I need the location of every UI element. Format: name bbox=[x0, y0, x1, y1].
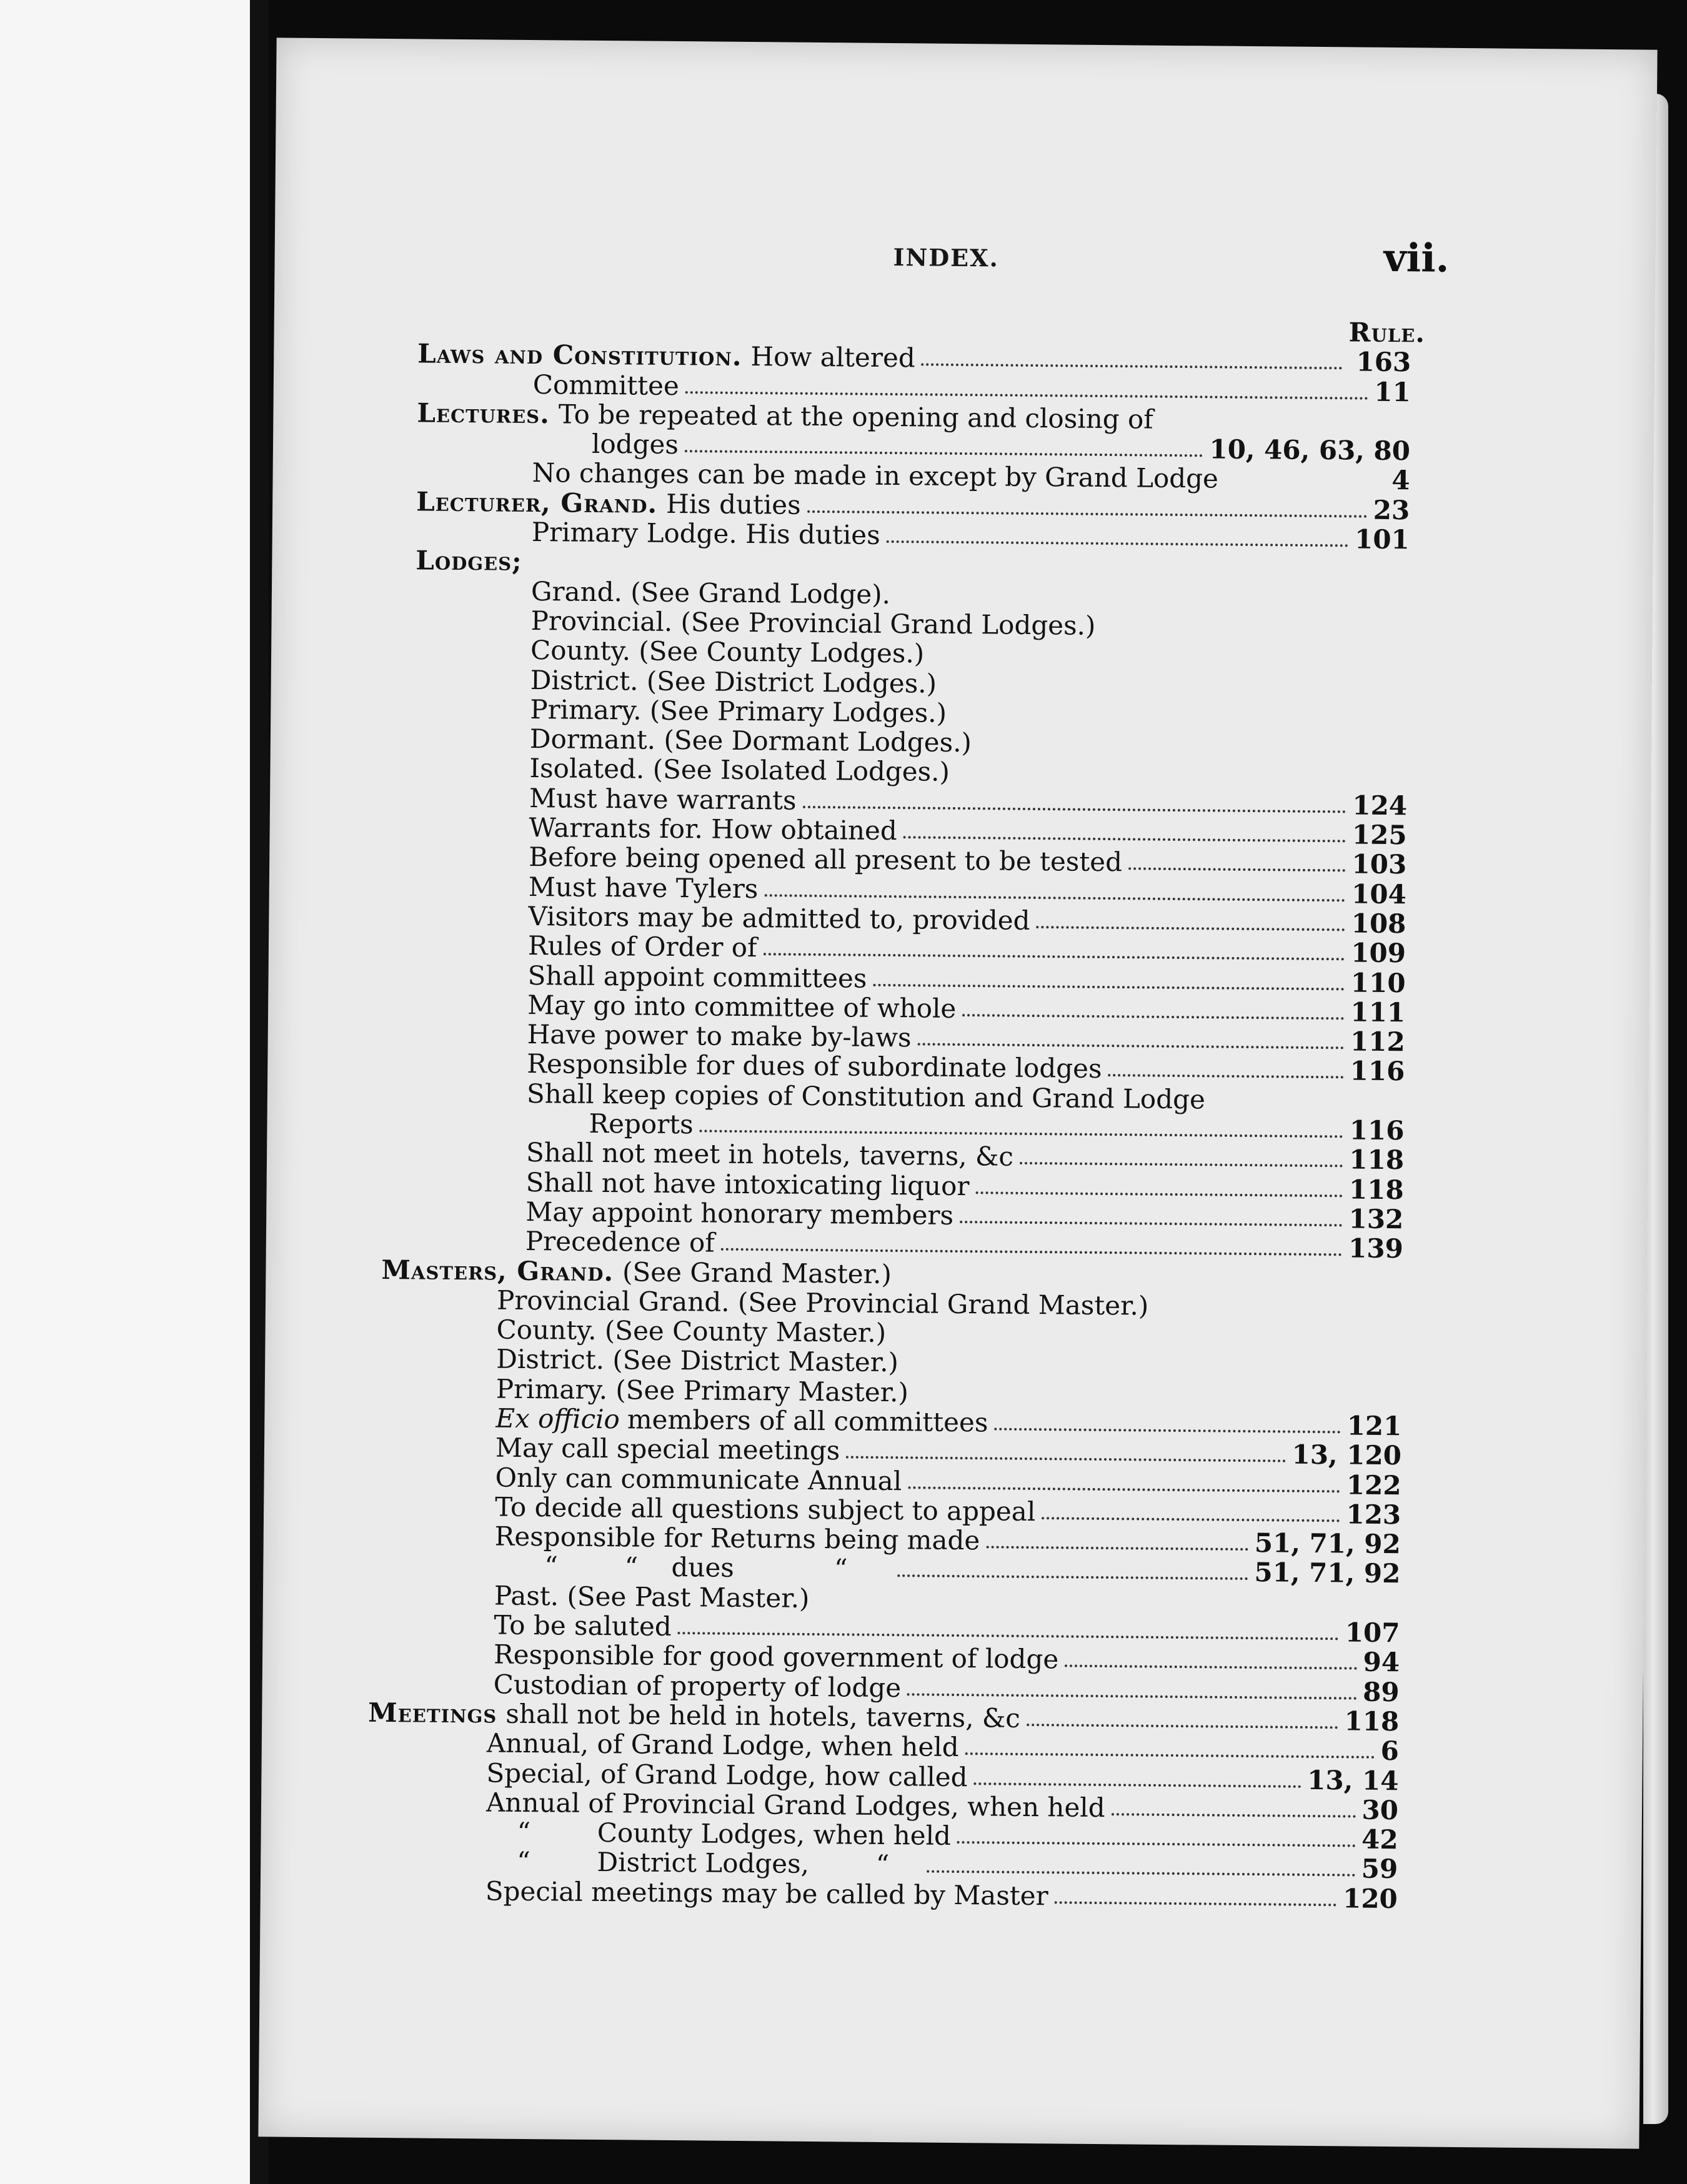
entry-text: Reports bbox=[589, 1108, 694, 1140]
rule-number: 123 bbox=[1346, 1499, 1401, 1531]
rule-number: 110 bbox=[1350, 967, 1406, 998]
entry-text: “ District Lodges, “ bbox=[517, 1846, 890, 1880]
dot-leader bbox=[764, 894, 1345, 901]
dot-leader bbox=[1036, 926, 1345, 931]
rule-number: 94 bbox=[1363, 1647, 1400, 1678]
entry-text: No changes can be made in except by Grand Lodge bbox=[532, 457, 1219, 495]
entry-text: Shall keep copies of Constitution and Grand Lodge bbox=[526, 1078, 1206, 1115]
dot-leader bbox=[763, 953, 1345, 961]
rule-number: 124 bbox=[1352, 790, 1408, 821]
entry-heading: Lecturer, Grand. bbox=[416, 486, 658, 519]
entry-heading: Laws and Constitution. bbox=[417, 338, 742, 372]
dot-leader bbox=[986, 1546, 1248, 1551]
entry-text: Shall not have intoxicating liquor bbox=[525, 1166, 970, 1201]
dot-leader bbox=[807, 510, 1367, 518]
entry-text: To be saluted bbox=[494, 1609, 672, 1642]
dot-leader bbox=[700, 1129, 1343, 1138]
entry-text: Dormant. (See Dormant Lodges.) bbox=[529, 723, 972, 758]
rule-number: 116 bbox=[1350, 1055, 1405, 1087]
dot-leader bbox=[994, 1428, 1340, 1434]
entry-text: lodges bbox=[591, 429, 679, 460]
rule-number: 13, 120 bbox=[1291, 1439, 1402, 1471]
entry-text: May call special meetings bbox=[495, 1432, 840, 1466]
running-title: INDEX. bbox=[893, 243, 1000, 272]
dot-leader bbox=[965, 1752, 1375, 1759]
entry-text: Isolated. (See Isolated Lodges.) bbox=[529, 753, 950, 788]
entry-text: County. (See County Lodges.) bbox=[530, 635, 925, 669]
entry-text: Past. (See Past Master.) bbox=[494, 1580, 810, 1614]
facing-blank-page bbox=[0, 0, 250, 2184]
entry-text: County. (See County Master.) bbox=[496, 1314, 887, 1349]
entry-text: Provincial Grand. (See Provincial Grand Master.) bbox=[496, 1284, 1149, 1321]
entry-text: District. (See District Master.) bbox=[496, 1343, 899, 1378]
entry-text: members of all committees bbox=[627, 1404, 988, 1438]
rule-number: 107 bbox=[1345, 1617, 1400, 1649]
rule-number: 108 bbox=[1351, 908, 1406, 940]
entry-heading: Meetings bbox=[368, 1697, 497, 1729]
dot-leader bbox=[907, 1693, 1356, 1699]
rule-number: 163 bbox=[1356, 346, 1411, 378]
rule-number: 23 bbox=[1373, 494, 1410, 526]
rule-number: 139 bbox=[1348, 1233, 1404, 1264]
rule-number: 89 bbox=[1362, 1676, 1400, 1707]
entry-text: How altered bbox=[750, 341, 915, 374]
entry-text: Warrants for. How obtained bbox=[529, 812, 897, 846]
entry-text: Committee bbox=[532, 369, 680, 401]
rule-number: 10, 46, 63, 80 bbox=[1209, 434, 1411, 467]
rule-number: 118 bbox=[1348, 1174, 1404, 1205]
dot-leader bbox=[1042, 1517, 1340, 1522]
entry-text: Primary Lodge. His duties bbox=[531, 517, 880, 550]
rule-column-label: Rule. bbox=[1348, 317, 1426, 349]
rule-number: 4 bbox=[1391, 465, 1410, 496]
entry-text: May go into committee of whole bbox=[527, 989, 957, 1024]
rule-number: 42 bbox=[1361, 1824, 1398, 1855]
dot-leader bbox=[803, 806, 1346, 813]
entry-text: “ “ dues “ bbox=[544, 1551, 848, 1584]
rule-number: 125 bbox=[1351, 819, 1407, 851]
rule-number: 104 bbox=[1351, 878, 1407, 910]
dot-leader bbox=[1108, 1075, 1343, 1079]
dot-leader bbox=[927, 1870, 1355, 1877]
entry-text: His duties bbox=[665, 488, 801, 520]
rule-number: 120 bbox=[1342, 1883, 1398, 1914]
entry-text: (See Grand Master.) bbox=[622, 1256, 892, 1289]
index-list bbox=[368, 317, 1426, 1914]
dot-leader bbox=[1055, 1901, 1336, 1906]
index-page bbox=[258, 37, 1657, 2148]
dot-leader bbox=[1027, 1724, 1338, 1729]
entry-text: Must have warrants bbox=[529, 782, 797, 816]
dot-leader bbox=[1128, 868, 1346, 872]
rule-number: 111 bbox=[1350, 996, 1406, 1028]
entry-text: Custodian of property of lodge bbox=[493, 1669, 902, 1703]
entry-text: Provincial. (See Provincial Grand Lodges.) bbox=[530, 605, 1096, 641]
page-header bbox=[274, 225, 1656, 293]
dot-leader bbox=[873, 983, 1345, 990]
entry-text: Rules of Order of bbox=[527, 930, 757, 963]
entry-text: Responsible for good government of lodge bbox=[493, 1639, 1059, 1675]
dot-leader bbox=[903, 836, 1346, 842]
dot-leader bbox=[908, 1486, 1340, 1492]
entry-text: May appoint honorary members bbox=[525, 1196, 954, 1231]
dot-leader bbox=[957, 1841, 1355, 1847]
entry-text: Grand. (See Grand Lodge). bbox=[530, 575, 891, 610]
rule-number: 103 bbox=[1351, 848, 1407, 880]
dot-leader bbox=[1020, 1162, 1343, 1168]
rule-number: 112 bbox=[1350, 1026, 1405, 1058]
entry-text: Primary. (See Primary Lodges.) bbox=[530, 693, 947, 728]
entry-text: Responsible for Returns being made bbox=[494, 1521, 980, 1556]
rule-number: 116 bbox=[1349, 1114, 1405, 1146]
entry-italic: Ex officio bbox=[495, 1402, 620, 1435]
entry-heading: Lectures. bbox=[417, 397, 550, 430]
entry-text: To be repeated at the opening and closing of bbox=[558, 399, 1154, 435]
rule-number: 122 bbox=[1346, 1469, 1401, 1501]
dot-leader bbox=[887, 540, 1348, 547]
entry-text: Annual of Provincial Grand Lodges, when held bbox=[485, 1787, 1105, 1823]
dot-leader bbox=[721, 1248, 1342, 1256]
rule-number: 59 bbox=[1361, 1854, 1398, 1885]
entry-text: Annual, of Grand Lodge, when held bbox=[486, 1727, 959, 1763]
dot-leader bbox=[960, 1221, 1343, 1226]
rule-number: 118 bbox=[1344, 1705, 1400, 1737]
entry-text: Special meetings may be called by Master bbox=[485, 1875, 1048, 1912]
entry-text: Before being opened all present to be tested bbox=[529, 841, 1123, 878]
rule-number: 11 bbox=[1374, 376, 1411, 407]
rule-number: 118 bbox=[1349, 1144, 1405, 1176]
entry-heading: Lodges; bbox=[416, 545, 522, 577]
entry-text: Shall not meet in hotels, taverns, &c bbox=[525, 1137, 1014, 1173]
dot-leader bbox=[685, 391, 1368, 400]
dot-leader bbox=[678, 1632, 1339, 1640]
entry-text: Primary. (See Primary Master.) bbox=[495, 1373, 909, 1408]
entry-text: Only can communicate Annual bbox=[495, 1462, 902, 1496]
rule-number: 51, 71, 92 bbox=[1254, 1557, 1401, 1589]
dot-leader bbox=[917, 1043, 1344, 1050]
dot-leader bbox=[975, 1191, 1343, 1197]
dot-leader bbox=[962, 1014, 1344, 1020]
entry-text: Special, of Grand Lodge, how called bbox=[486, 1757, 968, 1792]
rule-number: 121 bbox=[1346, 1410, 1402, 1442]
entry-text: Visitors may be admitted to, provided bbox=[528, 900, 1030, 936]
entry-heading: Masters, Grand. bbox=[381, 1254, 614, 1287]
entry-text: Precedence of bbox=[525, 1226, 715, 1258]
rule-number: 109 bbox=[1351, 937, 1406, 969]
rule-number: 30 bbox=[1361, 1794, 1399, 1826]
entry-text: shall not be held in hotels, taverns, &c bbox=[505, 1698, 1021, 1734]
dot-leader bbox=[973, 1782, 1301, 1788]
dot-leader bbox=[897, 1575, 1248, 1581]
dot-leader bbox=[922, 364, 1343, 370]
entry-text: “ County Lodges, when held bbox=[517, 1817, 952, 1852]
dot-leader bbox=[685, 450, 1203, 457]
dot-leader bbox=[1065, 1665, 1356, 1670]
entry-text: Shall appoint committees bbox=[527, 960, 867, 994]
entry-text: Have power to make by-laws bbox=[527, 1019, 912, 1053]
entry-text: To decide all questions subject to appeal bbox=[494, 1491, 1036, 1527]
page-number: vii. bbox=[1383, 234, 1450, 281]
rule-number: 6 bbox=[1380, 1735, 1400, 1767]
rule-number: 13, 14 bbox=[1307, 1764, 1399, 1796]
entry-text: District. (See District Lodges.) bbox=[530, 664, 937, 699]
dot-leader bbox=[1112, 1813, 1356, 1817]
entry-text: Must have Tylers bbox=[528, 871, 759, 904]
rule-number: 101 bbox=[1354, 524, 1410, 555]
rule-number: 51, 71, 92 bbox=[1254, 1527, 1401, 1560]
dot-leader bbox=[846, 1456, 1285, 1462]
entry-text: Responsible for dues of subordinate lodges bbox=[527, 1048, 1102, 1085]
rule-number: 132 bbox=[1348, 1203, 1404, 1235]
